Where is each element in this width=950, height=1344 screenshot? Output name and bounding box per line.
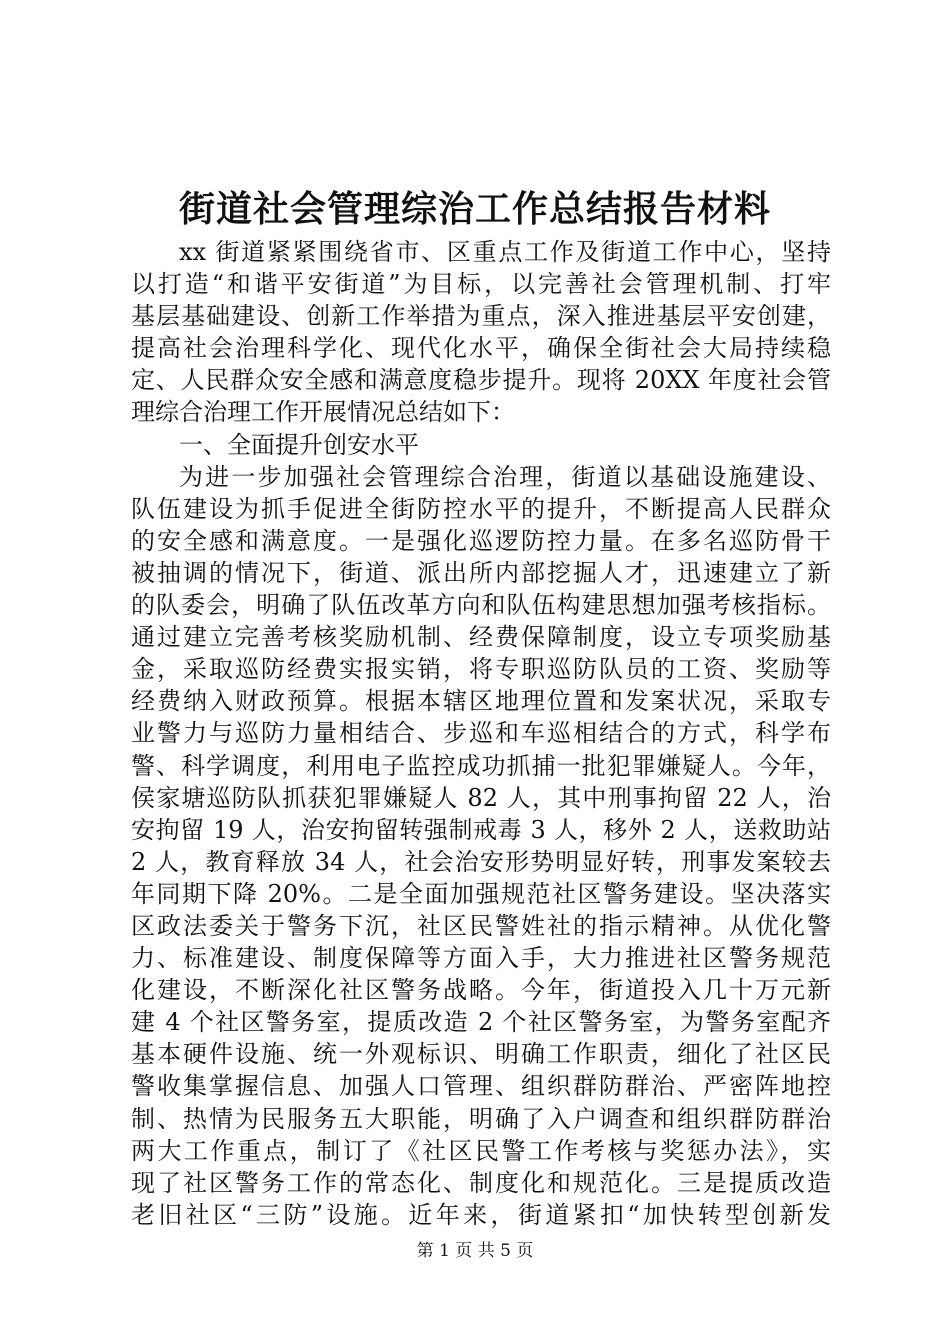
text-line: 提高社会治理科学化、现代化水平，确保全街社会大局持续稳 <box>131 334 831 363</box>
text-line: 金，采取巡防经费实报实销，将专职巡防队员的工资、奖励等 <box>131 655 831 684</box>
text-line: 为进一步加强社会管理综合治理，街道以基础设施建设、 <box>179 462 831 491</box>
text-line: 力、标准建设、制度保障等方面入手，大力推进社区警务规范 <box>131 944 831 973</box>
page-footer: 第 1 页 共 5 页 <box>416 1241 534 1261</box>
text-line: 警、科学调度，利用电子监控成功抓捕一批犯罪嫌疑人。今年， <box>131 751 831 780</box>
text-line: 定、人民群众安全感和满意度稳步提升。现将 20XX 年度社会管 <box>131 366 831 395</box>
text-line: 基本硬件设施、统一外观标识、明确工作职责，细化了社区民 <box>131 1040 831 1069</box>
text-line: 安拘留 19 人，治安拘留转强制戒毒 3 人，移外 2 人，送救助站 <box>131 815 831 844</box>
text-line: 年同期下降 20%。二是全面加强规范社区警务建设。坚决落实 <box>131 879 831 908</box>
text-line: 警收集掌握信息、加强人口管理、组织群防群治、严密阵地控 <box>131 1072 831 1101</box>
text-line: 区政法委关于警务下沉，社区民警姓社的指示精神。从优化警 <box>131 911 831 940</box>
document-body <box>131 236 831 1231</box>
text-line: 的安全感和满意度。一是强化巡逻防控力量。在多名巡防骨干 <box>131 526 831 555</box>
document-title: 街道社会管理综治工作总结报告材料 <box>178 188 771 230</box>
text-line: 经费纳入财政预算。根据本辖区地理位置和发案状况，采取专 <box>131 687 831 716</box>
text-line: 以打造“和谐平安街道”为目标，以完善社会管理机制、打牢 <box>131 270 831 299</box>
text-line: 老旧社区“三防”设施。近年来，街道紧扣“加快转型创新发 <box>131 1200 831 1229</box>
text-line: 建 4 个社区警务室，提质改造 2 个社区警务室，为警务室配齐 <box>131 1008 831 1037</box>
section-heading: 一、全面提升创安水平 <box>179 430 419 459</box>
text-line: 被抽调的情况下，街道、派出所内部挖掘人才，迅速建立了新 <box>131 558 831 587</box>
text-line: 通过建立完善考核奖励机制、经费保障制度，设立专项奖励基 <box>131 623 831 652</box>
text-line: 队伍建设为抓手促进全街防控水平的提升，不断提高人民群众 <box>131 494 831 523</box>
text-line: 的队委会，明确了队伍改革方向和队伍构建思想加强考核指标。 <box>131 591 831 620</box>
text-line: 业警力与巡防力量相结合、步巡和车巡相结合的方式，科学布 <box>131 719 831 748</box>
text-line: 化建设，不断深化社区警务战略。今年，街道投入几十万元新 <box>131 976 831 1005</box>
text-line: 理综合治理工作开展情况总结如下： <box>131 398 515 427</box>
text-line: 两大工作重点，制订了《社区民警工作考核与奖惩办法》，实 <box>131 1136 831 1165</box>
text-line: 现了社区警务工作的常态化、制度化和规范化。三是提质改造 <box>131 1168 831 1197</box>
text-line: 基层基础建设、创新工作举措为重点，深入推进基层平安创建， <box>131 302 831 331</box>
text-line: 制、热情为民服务五大职能，明确了入户调查和组织群防群治 <box>131 1104 831 1133</box>
text-line: xx 街道紧紧围绕省市、区重点工作及街道工作中心，坚持 <box>179 238 831 266</box>
text-line: 侯家塘巡防队抓获犯罪嫌疑人 82 人，其中刑事拘留 22 人，治 <box>131 783 831 812</box>
text-line: 2 人，教育释放 34 人，社会治安形势明显好转，刑事发案较去 <box>131 847 831 876</box>
